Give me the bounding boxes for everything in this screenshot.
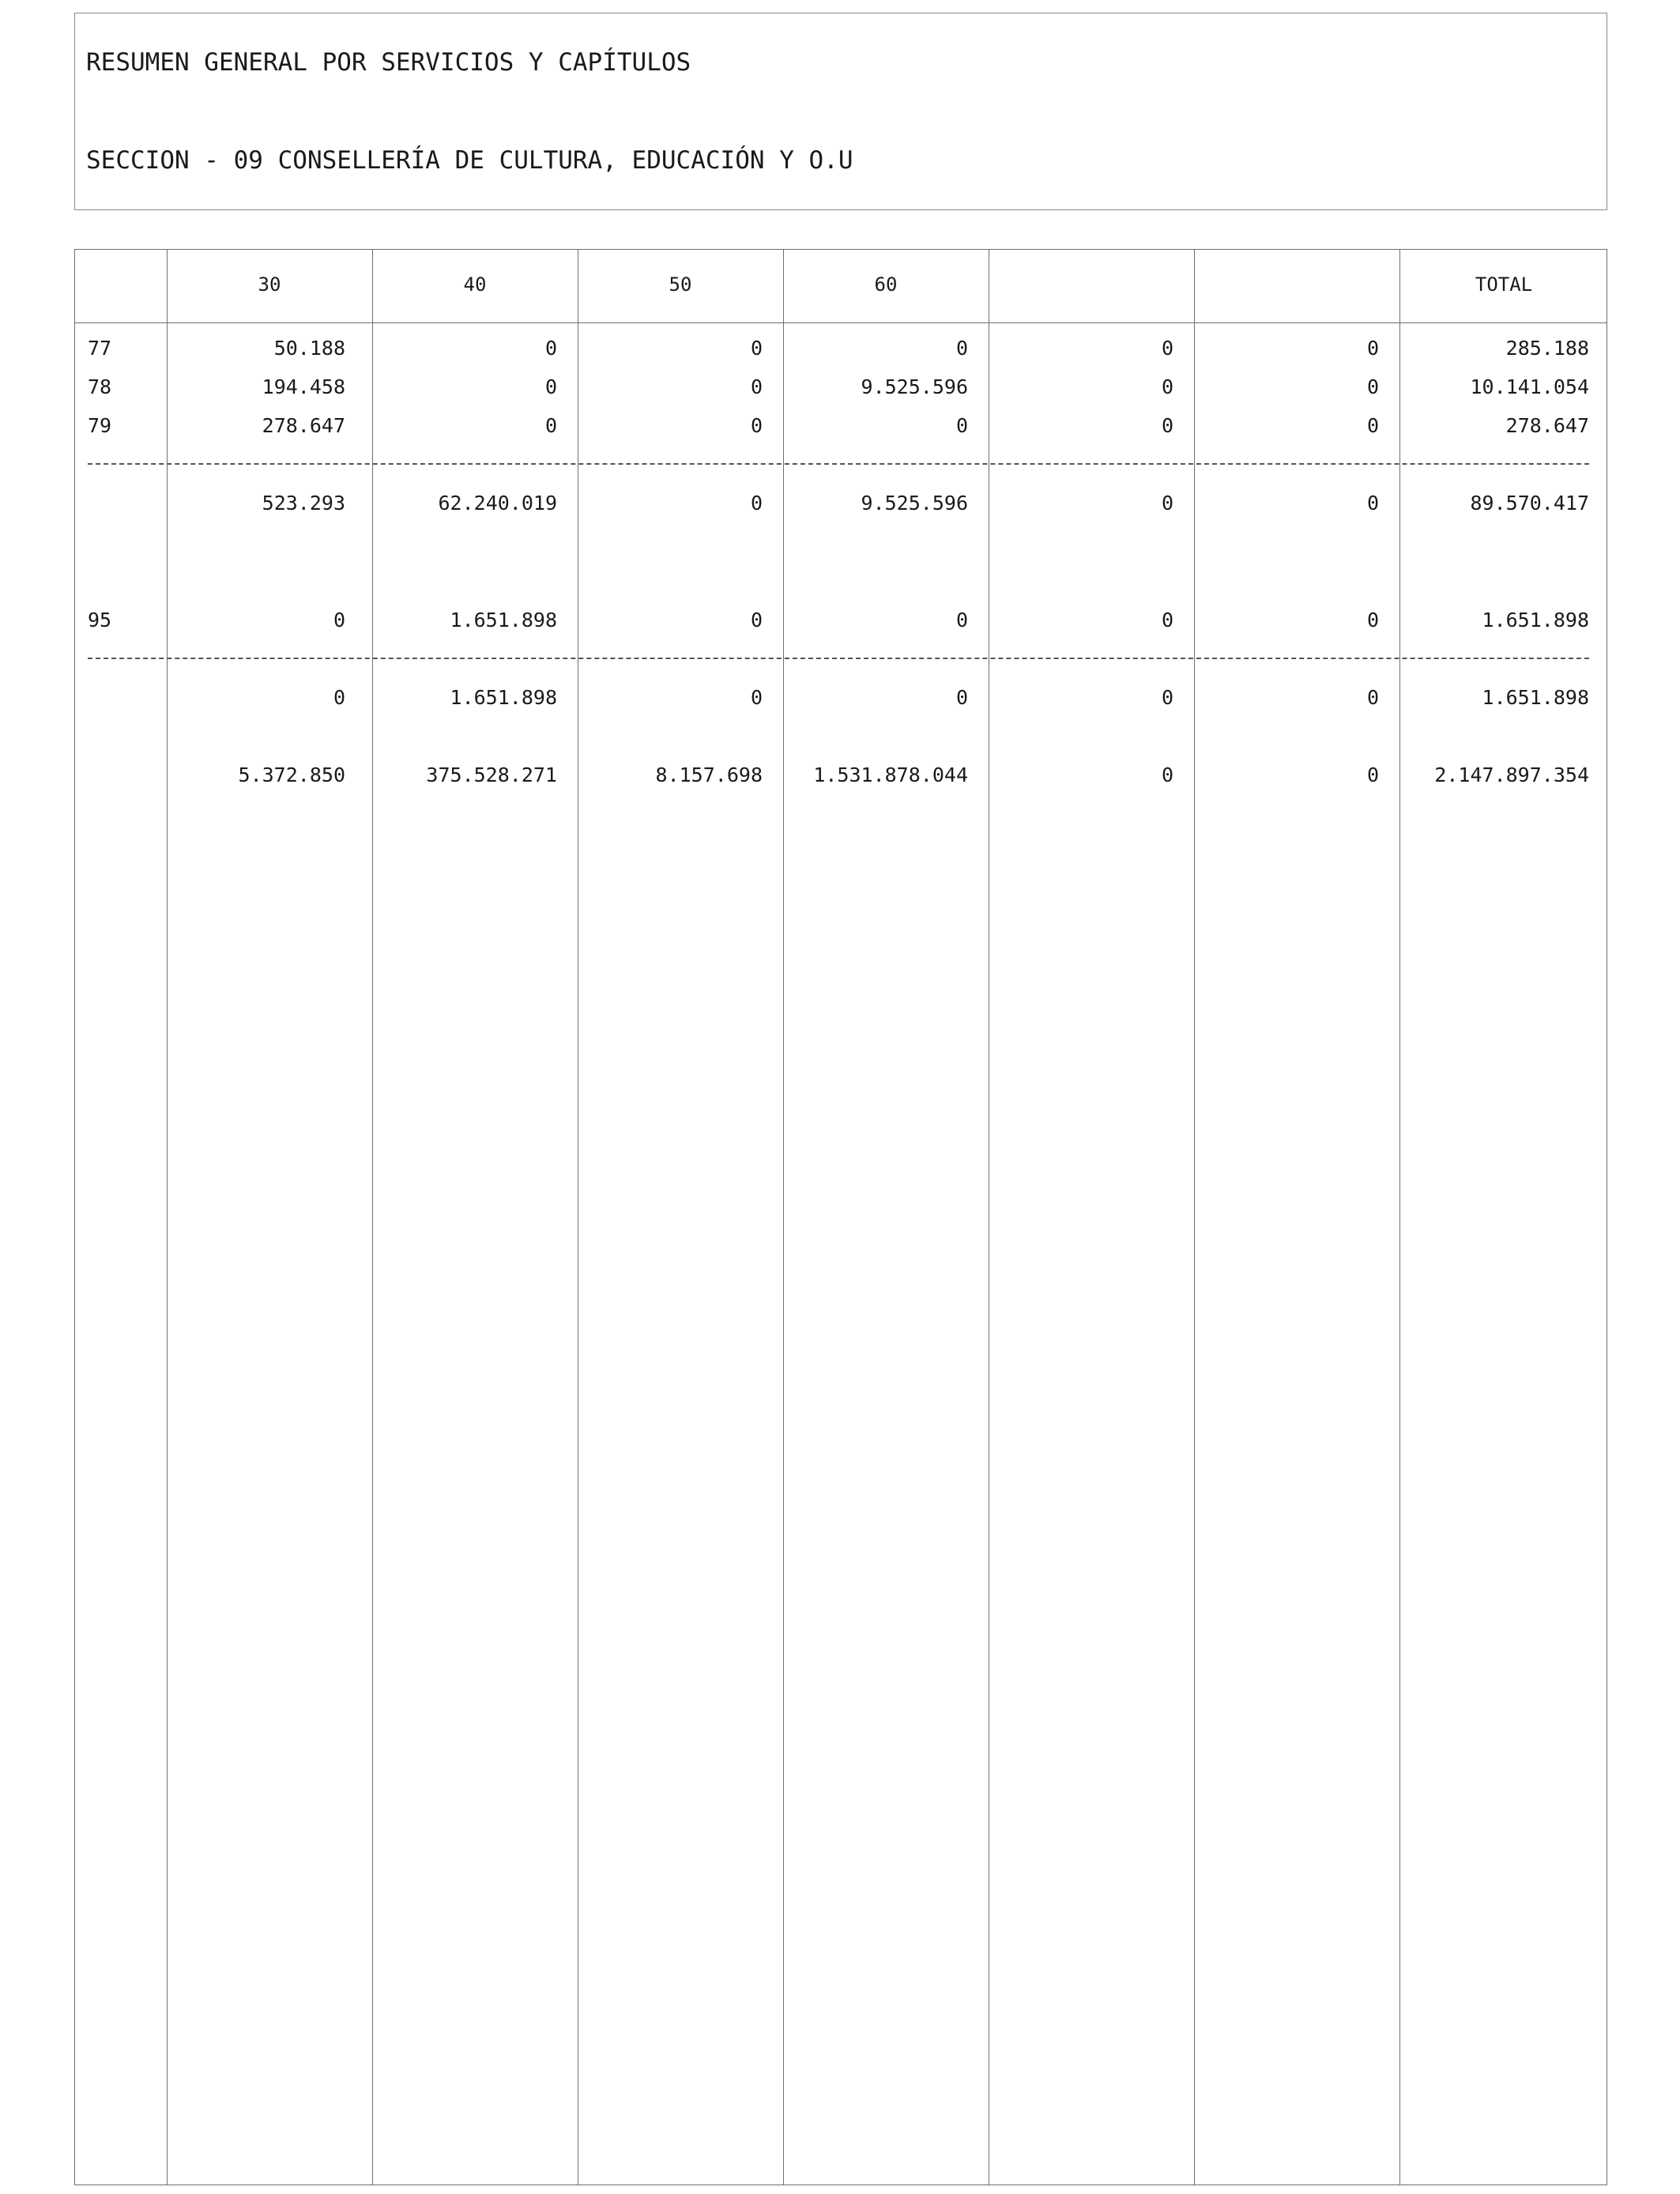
cell-80: 0 bbox=[1366, 686, 1379, 709]
cell-60: 9.525.596 bbox=[861, 375, 968, 398]
column-divider bbox=[1194, 250, 1195, 2185]
cell-80: 0 bbox=[1366, 763, 1379, 786]
header-divider bbox=[75, 322, 1607, 323]
cell-50: 0 bbox=[750, 492, 763, 515]
cell-40: 0 bbox=[544, 337, 557, 360]
cell-30: 194.458 bbox=[262, 375, 345, 398]
table-row bbox=[75, 414, 1607, 446]
table-row bbox=[75, 337, 1607, 368]
cell-50: 8.157.698 bbox=[655, 763, 763, 786]
cell-70: 0 bbox=[1161, 686, 1173, 709]
cell-30: 523.293 bbox=[262, 492, 345, 515]
cell-40: 1.651.898 bbox=[450, 686, 557, 709]
cell-80: 0 bbox=[1366, 609, 1379, 631]
cell-30: 5.372.850 bbox=[238, 763, 345, 786]
cell-40: 1.651.898 bbox=[450, 609, 557, 631]
column-divider bbox=[783, 250, 784, 2185]
cell-80: 0 bbox=[1366, 414, 1379, 437]
cell-60: 9.525.596 bbox=[861, 492, 968, 515]
report-header bbox=[74, 13, 1607, 210]
cell-50: 0 bbox=[750, 686, 763, 709]
cell-30: 278.647 bbox=[262, 414, 345, 437]
cell-40: 62.240.019 bbox=[438, 492, 557, 515]
cell-70: 0 bbox=[1161, 609, 1173, 631]
cell-total: 10.141.054 bbox=[1470, 375, 1589, 398]
report-title: RESUMEN GENERAL POR SERVICIOS Y CAPÍTULOS bbox=[86, 48, 691, 77]
grand-total-row bbox=[75, 763, 1607, 795]
cell-30: 0 bbox=[333, 609, 345, 631]
subtotal-row bbox=[75, 492, 1607, 523]
column-divider bbox=[167, 250, 168, 2185]
cell-70: 0 bbox=[1161, 375, 1173, 398]
column-divider bbox=[372, 250, 373, 2185]
column-header-40: 40 bbox=[463, 273, 487, 296]
cell-50: 0 bbox=[750, 375, 763, 398]
column-divider bbox=[1399, 250, 1400, 2185]
subtotal-row bbox=[75, 686, 1607, 718]
column-header-30: 30 bbox=[258, 273, 281, 296]
cell-40: 375.528.271 bbox=[426, 763, 557, 786]
column-header-total: TOTAL bbox=[1475, 273, 1533, 296]
cell-60: 1.531.878.044 bbox=[813, 763, 968, 786]
cell-70: 0 bbox=[1161, 492, 1173, 515]
cell-80: 0 bbox=[1366, 337, 1379, 360]
cell-50: 0 bbox=[750, 609, 763, 631]
dashed-separator bbox=[88, 658, 1589, 659]
cell-60: 0 bbox=[955, 337, 968, 360]
cell-total: 1.651.898 bbox=[1482, 609, 1589, 631]
cell-60: 0 bbox=[955, 609, 968, 631]
cell-40: 0 bbox=[544, 414, 557, 437]
cell-total: 278.647 bbox=[1505, 414, 1589, 437]
row-label: 78 bbox=[88, 375, 112, 398]
row-label: 95 bbox=[88, 609, 112, 631]
cell-30: 0 bbox=[333, 686, 345, 709]
column-header-60: 60 bbox=[874, 273, 898, 296]
cell-total: 2.147.897.354 bbox=[1434, 763, 1589, 786]
cell-total: 285.188 bbox=[1505, 337, 1589, 360]
cell-total: 89.570.417 bbox=[1470, 492, 1589, 515]
cell-60: 0 bbox=[955, 414, 968, 437]
row-label: 77 bbox=[88, 337, 112, 360]
dashed-separator bbox=[88, 463, 1589, 465]
cell-50: 0 bbox=[750, 414, 763, 437]
table-row bbox=[75, 375, 1607, 407]
cell-50: 0 bbox=[750, 337, 763, 360]
cell-70: 0 bbox=[1161, 763, 1173, 786]
cell-30: 50.188 bbox=[273, 337, 345, 360]
table-row bbox=[75, 609, 1607, 640]
cell-80: 0 bbox=[1366, 375, 1379, 398]
cell-total: 1.651.898 bbox=[1482, 686, 1589, 709]
cell-70: 0 bbox=[1161, 414, 1173, 437]
column-header-50: 50 bbox=[669, 273, 692, 296]
cell-60: 0 bbox=[955, 686, 968, 709]
summary-table bbox=[74, 249, 1607, 2185]
cell-80: 0 bbox=[1366, 492, 1379, 515]
section-title: SECCION - 09 CONSELLERÍA DE CULTURA, EDUCACIÓN Y O.U bbox=[86, 146, 853, 175]
row-label: 79 bbox=[88, 414, 112, 437]
cell-40: 0 bbox=[544, 375, 557, 398]
cell-70: 0 bbox=[1161, 337, 1173, 360]
